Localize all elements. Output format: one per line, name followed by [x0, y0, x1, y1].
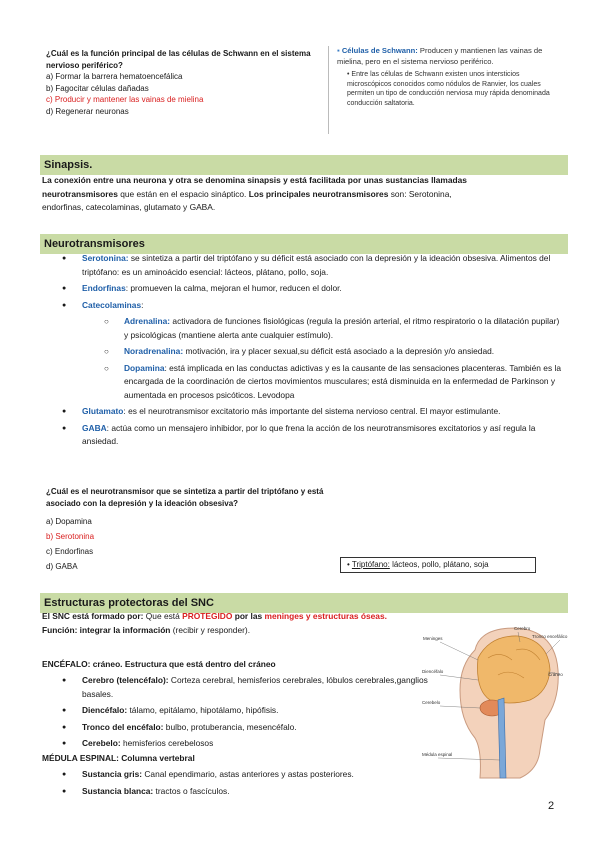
label-cerebro: Cerebro — [514, 626, 531, 631]
option-b-correct[interactable]: b) Serotonina — [46, 532, 95, 541]
term-principales: Los principales neurotransmisores — [248, 188, 389, 199]
list-item-cerebelo — [40, 737, 428, 751]
cerebro-term: Cerebro (telencéfalo): — [82, 675, 169, 685]
option-d[interactable]: d) Regenerar neuronas — [46, 106, 129, 116]
blanca-term: Sustancia blanca: — [82, 785, 154, 796]
sinapsis-text2: son: Serotonina, — [390, 188, 452, 199]
serotonina-term: Serotonina: — [82, 253, 129, 263]
tronco-term: Tronco del encéfalo: — [82, 721, 164, 732]
option-b[interactable]: b) Fagocitar células dañadas — [46, 83, 149, 93]
list-item-adrenalina — [40, 315, 562, 342]
cerebrum-shape — [478, 636, 551, 703]
blanca-text: tractos o fascículos. — [155, 785, 230, 796]
label-medula: Médula espinal — [422, 752, 453, 757]
schwann-question — [46, 48, 316, 117]
list-item-endorfinas — [40, 282, 562, 296]
neuro-question — [46, 486, 336, 574]
adrenalina-term: Adrenalina: — [124, 316, 171, 326]
option-a[interactable]: a) Formar la barrera hematoencefálica — [46, 72, 183, 81]
triptofano-label: Triptófano: — [351, 560, 390, 569]
diencefalo-text: tálamo, epitálamo, hipotálamo, hipófisis. — [129, 705, 279, 715]
neuro-list — [40, 252, 562, 452]
tronco-text: bulbo, protuberancia, mesencéfalo. — [165, 721, 297, 732]
label-craneo: Cráneo — [548, 672, 563, 677]
snc-protegido: PROTEGIDO — [182, 611, 233, 621]
diencefalo-term: Diencéfalo: — [82, 705, 128, 715]
snc-intro-bold: El SNC está formado por: — [42, 611, 144, 621]
sinapsis-text: que están en el espacio sináptico. — [120, 188, 247, 199]
option-a[interactable]: a) Dopamina — [46, 517, 92, 526]
catecolaminas-text: : — [141, 299, 144, 310]
snc-meninges: meninges y estructuras óseas. — [264, 611, 387, 621]
list-item-dopamina — [40, 362, 562, 403]
encefalo-heading: ENCÉFALO: cráneo. Estructura que está dentro del cráneo — [42, 659, 276, 669]
sinapsis-heading: Sinapsis. — [40, 155, 568, 175]
snc-heading: Estructuras protectoras del SNC — [40, 593, 568, 613]
list-item-tronco — [40, 721, 428, 735]
option-c[interactable]: c) Endorfinas — [46, 547, 94, 556]
page-number: 2 — [548, 800, 555, 812]
label-tronco: Tronco encefálico — [532, 634, 568, 639]
brain-diagram — [420, 620, 570, 780]
cerebro-text: Corteza cerebral, hemisferios cerebrales, lóbulos cerebrales,ganglios basales. — [82, 675, 428, 699]
medula-heading: MÉDULA ESPINAL: Columna vertebral — [42, 753, 195, 763]
option-d[interactable]: d) GABA — [46, 562, 78, 571]
noradrenalina-text: motivación, ira y placer sexual,su déficit está asociado a la depresión y/o ansiedad. — [185, 346, 495, 356]
endorfinas-text: : promueven la calma, mejoran el humor, reducen el dolor. — [125, 283, 342, 293]
snc-funcion-text: (recibir y responder). — [172, 624, 251, 635]
schwann-note: ▪ Células de Schwann: Producen y mantienen las vainas de mielina, pero en el sistema nervioso periférico. • Entre las células de Schwann existen unos intersticios microscópicos conocidos como nódulos de Ranvier, los cuales permiten un tipo de conducción nerviosa muy rápida denominada conducción saltatoria. — [328, 46, 552, 134]
dopamina-text: : está implicada en las conductas adictivas y es la causante de las sensaciones placenteras. También es la encargada de la coordinación de ciertos movimientos musculares; está disminuida en la enfermedad de Parkinson y aumentada en procesos psicóticos. Levodopa — [124, 362, 561, 400]
triptofano-note: • Triptófano: lácteos, pollo, plátano, soja — [340, 557, 536, 573]
cerebelo-term: Cerebelo: — [82, 738, 121, 748]
gaba-text: : actúa como un mensajero inhibidor, por lo que frena la acción de los neurotransmisores excitatorios y así regula la ansiedad. — [82, 422, 536, 446]
glutamato-text: : es el neurotransmisor excitatorio más importante del sistema nervioso central. El mayor estimulante. — [123, 406, 501, 416]
list-item-glutamato — [40, 405, 562, 419]
option-c-correct[interactable]: c) Producir y mantener las vainas de mielina — [46, 95, 204, 104]
serotonina-text: se sintetiza a partir del triptófano y su déficit está asociado con la depresión y la ideación obsesiva. Alimentos del triptófano: es un aminoácido esencial: lácteos, plátano, pollo, soja. — [82, 253, 551, 277]
list-item-serotonina — [40, 252, 562, 279]
noradrenalina-term: Noradrenalina: — [124, 346, 184, 356]
dopamina-term: Dopamina — [124, 362, 165, 373]
cerebelo-text: hemisferios cerebelosos — [122, 738, 214, 748]
encefalo-list — [40, 674, 428, 754]
snc-intro — [42, 610, 422, 637]
list-item-blanca — [40, 785, 428, 799]
gaba-term: GABA — [82, 422, 107, 433]
catecolaminas-term: Catecolaminas — [82, 299, 142, 310]
sinapsis-line1: La conexión entre una neurona y otra se denomina sinapsis y está facilitada por unas sustancias llamadas — [42, 175, 467, 185]
list-item-diencefalo — [40, 704, 428, 718]
glutamato-term: Glutamato — [82, 406, 124, 416]
snc-intro-text: Que está — [145, 611, 180, 621]
endorfinas-term: Endorfinas — [82, 283, 126, 293]
list-item-cerebro — [40, 674, 428, 701]
term-neurotransmisores: neurotransmisores — [42, 188, 118, 199]
list-item-gris — [40, 768, 428, 782]
list-item-gaba — [40, 422, 562, 449]
schwann-sub: Entre las células de Schwann existen unos intersticios microscópicos conocidos como nódulos de Ranvier, los cuales permiten un tipo de conducción nerviosa muy rápida denominada conducción saltatoria. — [347, 71, 550, 107]
neuro-heading: Neurotransmisores — [40, 234, 568, 254]
adrenalina-text: activadora de funciones fisiológicas (regula la presión arterial, el ritmo respiratorio o la dilatación pupilar) y psicológicas (mantiene alerta ante cualquier estímulo). — [124, 316, 560, 340]
list-item-catecolaminas — [40, 299, 562, 313]
snc-funcion-bold: Función: integrar la información — [42, 624, 171, 635]
schwann-text: Producen y mantienen las vainas de mielina, pero en el sistema nervioso periférico. — [337, 46, 543, 66]
gris-term: Sustancia gris: — [82, 769, 143, 779]
snc-intro-por: por las — [234, 611, 263, 621]
label-meninges: Meninges — [423, 636, 443, 641]
label-cerebelo: Cerebelo — [422, 700, 441, 705]
schwann-term: Células de Schwann: — [341, 46, 418, 55]
sinapsis-line3: endorfinas, catecolaminas, glutamato y GABA. — [42, 202, 216, 212]
list-item-noradrenalina — [40, 345, 562, 359]
neuro-question-text: ¿Cuál es el neurotransmisor que se sintetiza a partir del triptófano y está asociado con la depresión y la ideación obsesiva? — [46, 487, 324, 508]
sinapsis-paragraph — [42, 174, 562, 215]
question-text: ¿Cuál es la función principal de las células de Schwann en el sistema nervioso periférico? — [46, 49, 311, 70]
label-diencefalo: Diencéfalo — [422, 669, 444, 674]
gris-text: Canal ependimario, astas anteriores y astas posteriores. — [144, 769, 354, 779]
medula-list — [40, 768, 428, 801]
triptofano-text: lácteos, pollo, plátano, soja — [392, 560, 489, 569]
